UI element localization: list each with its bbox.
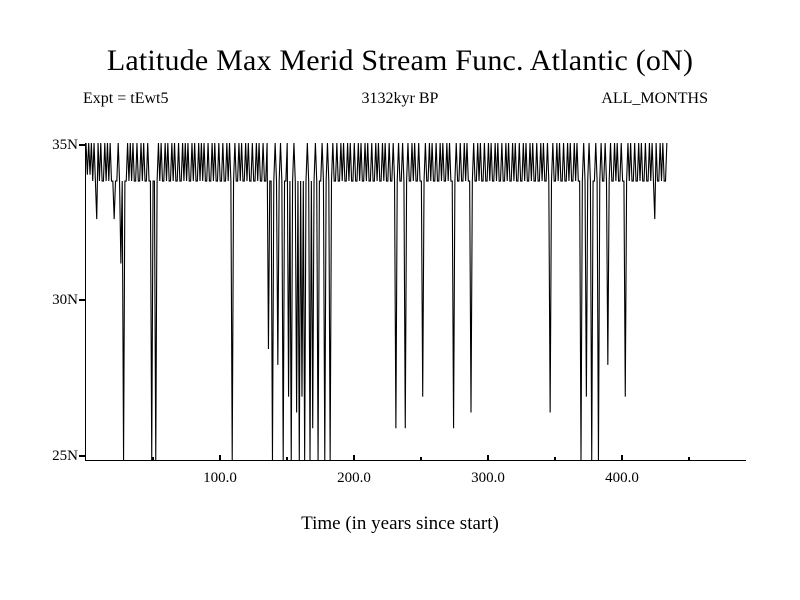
x-axis-title: Time (in years since start) — [301, 513, 499, 534]
x-tick-label-400: 400.0 — [605, 470, 639, 486]
x-tick-label-100: 100.0 — [203, 470, 237, 486]
y-tick-label-30n: 30N — [52, 292, 78, 308]
timeseries-line — [86, 143, 746, 460]
months-label: ALL_MONTHS — [601, 90, 708, 107]
x-tick-label-200: 200.0 — [337, 470, 371, 486]
x-tick-label-300: 300.0 — [471, 470, 505, 486]
plot-area — [85, 143, 746, 461]
period-label: 3132kyr BP — [361, 90, 439, 107]
chart-title: Latitude Max Merid Stream Func. Atlantic (oN) — [106, 44, 694, 77]
y-tick-label-35n: 35N — [52, 137, 78, 153]
experiment-label: Expt = tEwt5 — [83, 90, 169, 107]
y-tick-label-25n: 25N — [52, 448, 78, 464]
